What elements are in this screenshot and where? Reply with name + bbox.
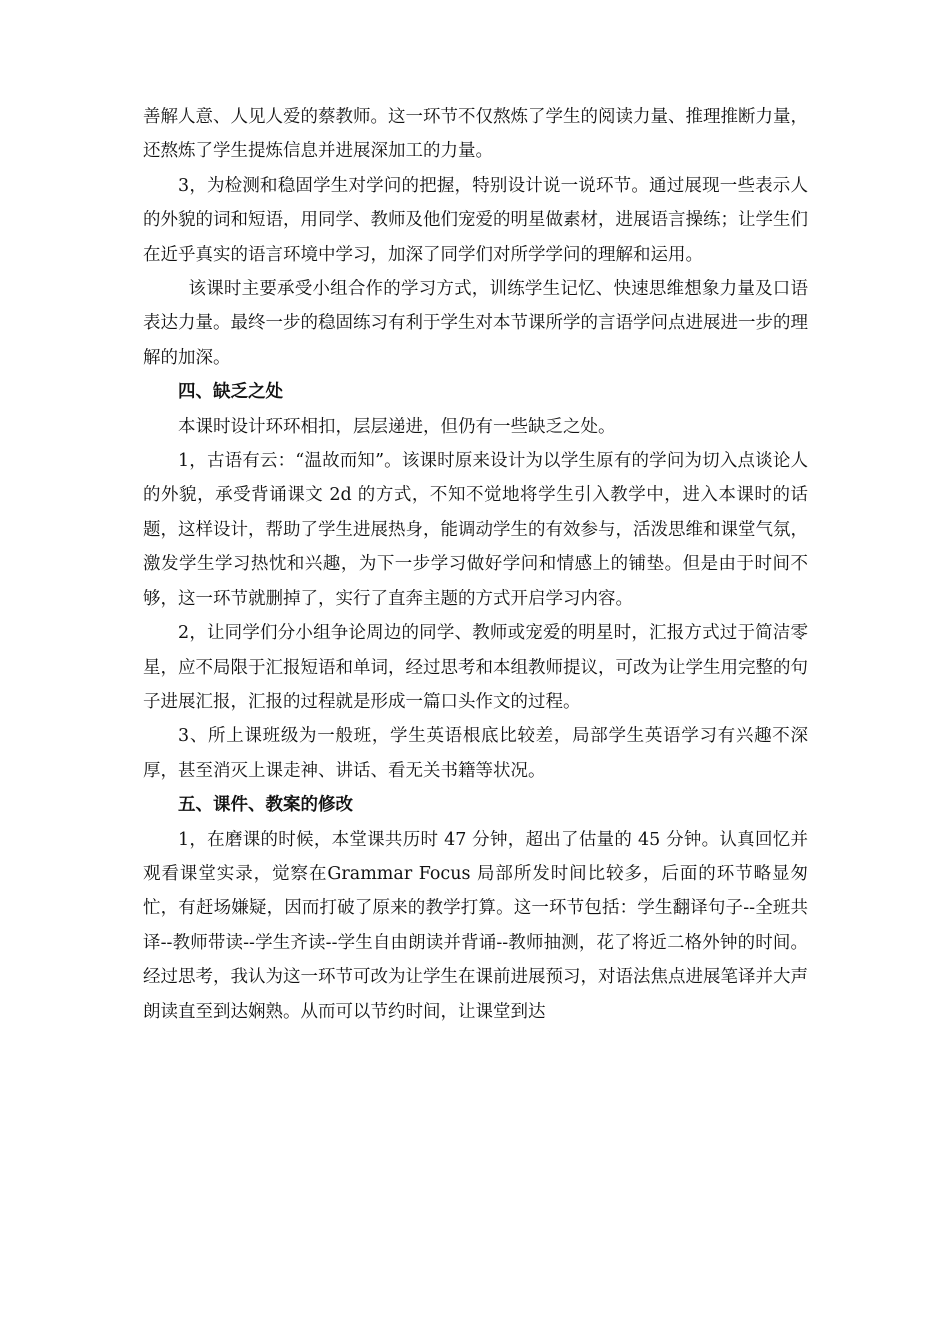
document-body [143,100,808,1029]
paragraph-5: 本课时设计环环相扣，层层递进，但仍有一些缺乏之处。 [178,416,616,437]
paragraph-7: 2，让同学们分小组争论周边的同学、教师或宠爱的明星时，汇报方式过于简洁零星，应不局限于汇报短语和单词，经过思考和本组教师提议，可改为让学生用完整的句子进展汇报，汇报的过程就是形成一篇口头作文的过程。 [143,623,808,712]
paragraph-1: 善解人意、人见人爱的蔡教师。这一环节不仅熬炼了学生的阅读力量、推理推断力量，还熬炼了学生提炼信息并进展深加工的力量。 [143,107,808,162]
section-heading-shortcomings: 四、缺乏之处 [178,382,283,403]
section-heading-revisions: 五、课件、教案的修改 [178,795,353,816]
paragraph-2: 3，为检测和稳固学生对学问的把握，特别设计说一说环节。通过展现一些表示人的外貌的词和短语，用同学、教师及他们宠爱的明星做素材，进展语言操练；让学生们在近乎真实的语言环境中学习，加深了同学们对所学学问的理解和运用。 [143,175,808,265]
paragraph-6: 1，古语有云：“温故而知”。该课时原来设计为以学生原有的学问为切入点谈论人的外貌，承受背诵课文 2d 的方式，不知不觉地将学生引入教学中，进入本课时的话题，这样设计，帮助了学生进展热身，能调动学生的有效参与，活泼思维和课堂气氛，激发学生学习热忱和兴趣，为下一步学习做好学问和情感上的铺垫。但是由于时间不够，这一环节就删掉了，实行了直奔主题的方式开启学习内容。 [143,451,808,609]
paragraph-10: 1，在磨课的时候，本堂课共历时 47 分钟，超出了估量的 45 分钟。认真回忆并观看课堂实录，觉察在Grammar Focus 局部所发时间比较多，后面的环节略显匆忙，有赶场嫌疑，因而打破了原来的教学打算。这一环节包括：学生翻译句子--全班共译--教师带读--学生齐读--学生自由朗读并背诵--教师抽测，花了将近二格外钟的时间。经过思考，我认为这一环节可改为让学生在课前进展预习，对语法焦点进展笔译并大声朗读直至到达娴熟。从而可以节约时间，让课堂到达 [143,829,808,1022]
paragraph-8: 3、所上课班级为一般班，学生英语根底比较差，局部学生英语学习有兴趣不深厚，甚至消灭上课走神、讲话、看无关书籍等状况。 [143,726,808,781]
paragraph-3: 该课时主要承受小组合作的学习方式，训练学生记忆、快速思维想象力量及口语表达力量。最终一步的稳固练习有利于学生对本节课所学的言语学问点进展进一步的理解的加深。 [143,279,808,368]
